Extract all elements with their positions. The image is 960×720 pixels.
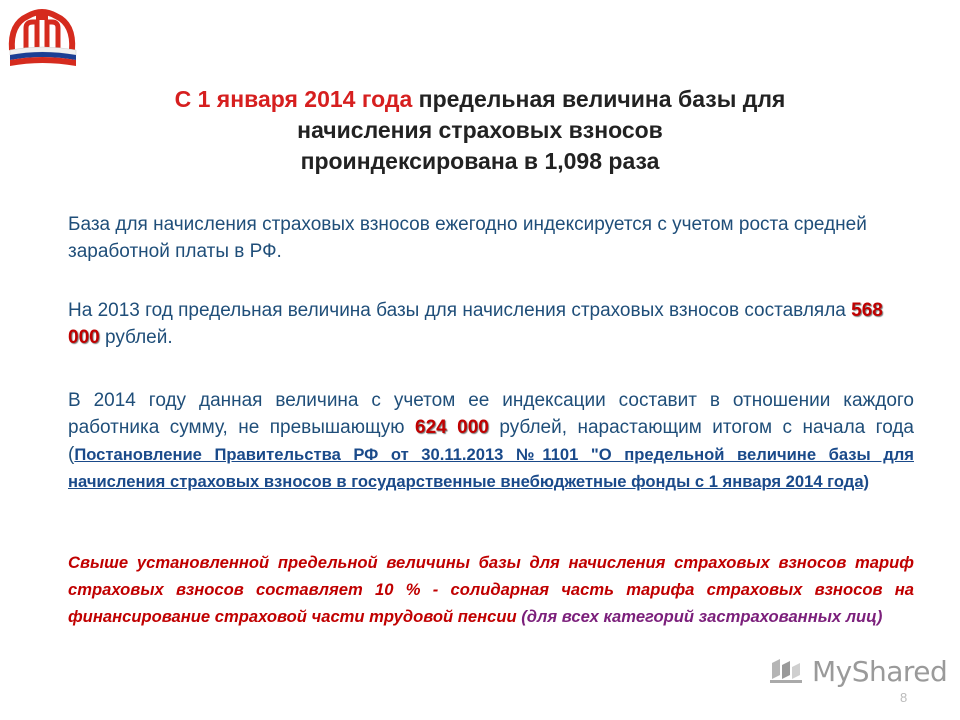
paragraph-tariff xyxy=(68,549,914,630)
paragraph-2013-suffix: рублей. xyxy=(99,327,173,348)
slide-title xyxy=(90,84,870,177)
resolution-link[interactable]: Постановление Правительства РФ от 30.11.2013 №1101 "О предельной величине базы для начисления страховых взносов в государственные внебюджетные фонды с 1 января 2014 года) xyxy=(68,445,914,491)
slide-number: 8 xyxy=(900,690,908,705)
paragraph-2013-text: На 2013 год предельная величина базы для начисления страховых взносов составляла xyxy=(68,300,852,321)
paragraph-indexation: База для начисления страховых взносов ежегодно индексируется с учетом роста средней заработной платы в РФ. xyxy=(68,214,867,262)
watermark-text: MyShared xyxy=(812,655,948,688)
amount-2013: 568 000 xyxy=(68,300,883,348)
title-date: С 1 января 2014 года xyxy=(174,86,413,112)
pfr-logo-icon xyxy=(6,4,78,68)
title-line2: начисления страховых взносов xyxy=(297,117,663,143)
paragraph-2013 xyxy=(68,297,914,351)
amount-2014: 624 000 xyxy=(415,417,489,438)
paragraph-2014 xyxy=(68,387,914,495)
tariff-text: Свыше установленной предельной величины базы для начисления страховых взносов тариф страховых взносов составляет 10 % - солидарная часть тарифа страховых взносов на финансирование страховой части трудовой пенсии xyxy=(68,553,914,626)
myshared-logo-icon xyxy=(766,657,806,687)
tariff-note: (для всех категорий застрахованных лиц) xyxy=(521,607,883,626)
title-line3: проиндексирована в 1,098 раза xyxy=(300,148,660,174)
title-line1-rest: предельная величина базы для xyxy=(412,86,786,112)
myshared-watermark xyxy=(766,655,947,688)
paragraph-2014-mid: рублей, нарастающим итогом с начала года ( xyxy=(68,417,914,465)
paragraph-2014-text: В 2014 году данная величина с учетом ее индексации составит в отношении каждого работника сумму, не превышающую xyxy=(68,390,914,438)
